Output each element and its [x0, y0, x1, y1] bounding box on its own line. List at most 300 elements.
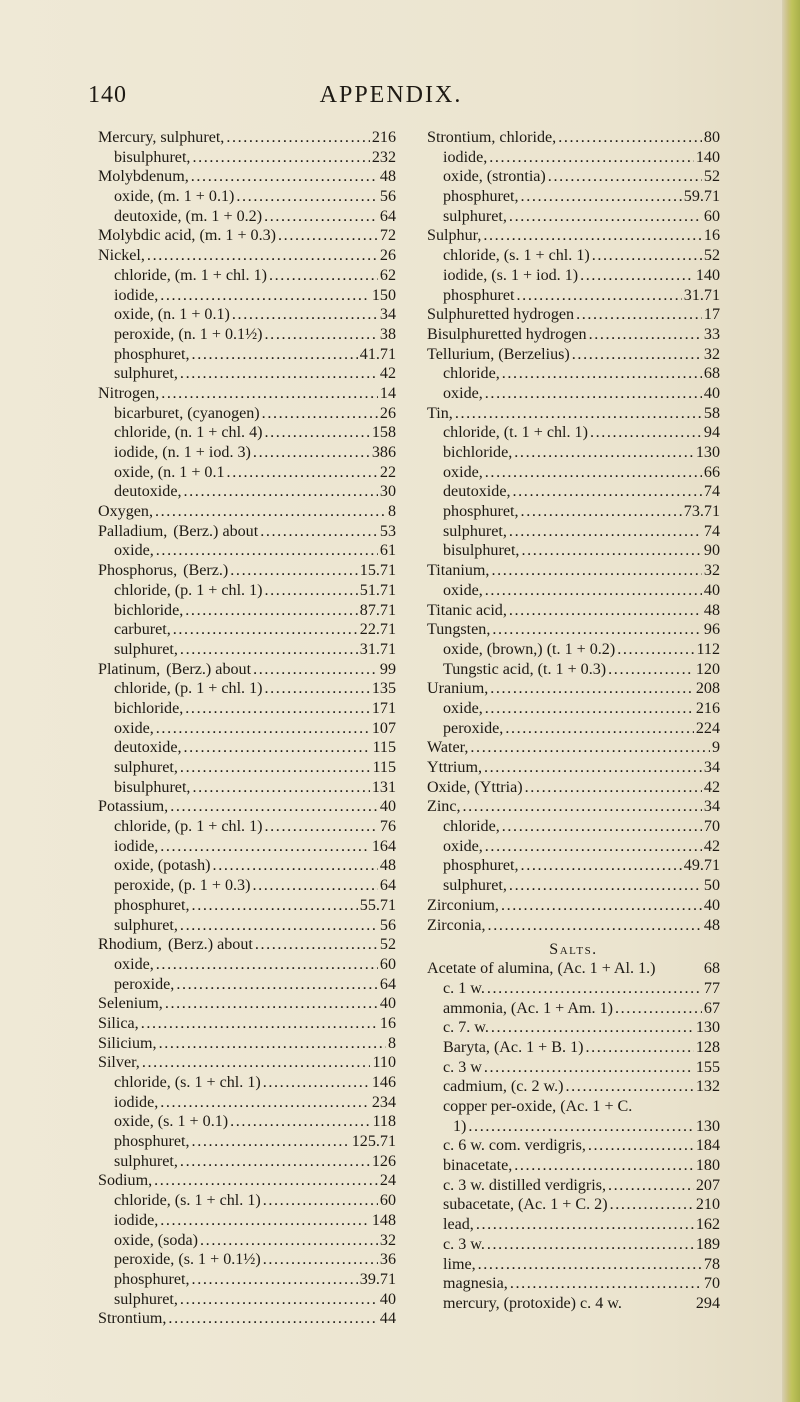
entry-label: carburet,: [114, 621, 171, 639]
entry-label: Molybdic acid, (m. 1 + 0.3): [98, 227, 277, 245]
entry-label: c. 3 w. distilled verdigris,: [443, 1176, 606, 1194]
index-entry: [98, 246, 396, 266]
dot-leader: [190, 1132, 350, 1152]
entry-number: 34: [703, 798, 720, 816]
entry-number: 386: [371, 444, 396, 461]
index-entry: [98, 345, 396, 365]
entry-label: ammonia, (Ac. 1 + Am. 1): [443, 999, 613, 1017]
entry-number: 22: [379, 463, 396, 481]
entry-number: 40: [379, 1290, 396, 1308]
index-entry: [427, 246, 720, 266]
entry-label: Zirconia,: [427, 916, 486, 934]
index-entry: [98, 640, 396, 660]
dot-leader: [519, 856, 682, 876]
index-entry: [98, 522, 396, 542]
index-entry: [98, 148, 396, 168]
entry-number: 148: [371, 1211, 396, 1229]
entry-number: 41.71: [359, 345, 396, 363]
entry-number: 150: [371, 286, 396, 304]
entry-label: Selenium,: [98, 995, 163, 1013]
entry-number: 42: [703, 778, 720, 796]
dot-leader: [578, 266, 694, 286]
entry-label: bichloride,: [443, 444, 513, 461]
dot-leader: [474, 1215, 694, 1235]
entry-label: magnesia,: [443, 1275, 508, 1293]
entry-label: chloride, (p. 1 + chl. 1): [114, 818, 263, 836]
dot-leader: [481, 226, 702, 246]
index-entry: [427, 1156, 720, 1176]
index-entry: [98, 620, 396, 640]
index-entry: [427, 1255, 720, 1275]
entry-number: 8: [387, 1034, 396, 1052]
entry-number: 107: [371, 719, 396, 737]
entry-number: 208: [695, 680, 720, 698]
entry-label: iodide,: [114, 1211, 159, 1229]
dot-leader: [145, 246, 378, 266]
entry-label: oxide,: [443, 384, 483, 402]
entry-label: subacetate, (Ac. 1 + C. 2): [443, 1196, 608, 1214]
index-entry: [98, 1132, 396, 1152]
entry-label: oxide,: [114, 955, 154, 973]
entry-number: 110: [372, 1054, 396, 1072]
entry-number: 120: [695, 660, 720, 678]
entry-label: Mercury, sulphuret,: [98, 129, 225, 146]
entry-number: 60: [379, 955, 396, 973]
dot-leader: [260, 404, 378, 424]
entry-number: 52: [703, 247, 720, 265]
entry-label: cadmium, (c. 2 w.): [443, 1078, 564, 1096]
entry-label: deutoxide, (m. 1 + 0.2): [114, 207, 263, 225]
entry-number: 210: [695, 1196, 720, 1214]
entry-number: 24: [379, 1172, 396, 1190]
index-entry: [427, 207, 720, 227]
dot-leader: [250, 876, 377, 896]
index-entry: [427, 384, 720, 404]
dot-leader: [178, 1290, 378, 1310]
entry-number: 36: [379, 1251, 396, 1269]
right-column: [427, 128, 720, 1314]
dot-leader: [182, 738, 371, 758]
index-entry: [427, 1018, 720, 1038]
entry-number: 146: [371, 1074, 396, 1091]
index-entry: [427, 1117, 720, 1137]
entry-label: peroxide,: [443, 719, 504, 737]
dot-leader: [507, 601, 702, 621]
index-entry: [427, 266, 720, 286]
entry-label: Sulphur,: [427, 227, 482, 245]
entry-note: (Berz.) about: [173, 522, 259, 540]
entry-number: 39.71: [359, 1270, 396, 1288]
dot-leader: [168, 797, 378, 817]
entry-number: 140: [695, 148, 720, 166]
index-entry: [98, 286, 396, 306]
index-entry: [427, 167, 720, 187]
index-entry: [98, 463, 396, 483]
entry-number: 31.71: [683, 286, 720, 304]
dot-leader: [263, 423, 370, 443]
dot-leader: [507, 522, 702, 542]
entry-number: 171: [371, 699, 396, 717]
entry-number: 180: [695, 1157, 720, 1175]
index-entry: [427, 1294, 720, 1314]
entry-number: 189: [695, 1235, 720, 1253]
entry-label: bisulphuret,: [443, 542, 520, 560]
index-entry: [98, 778, 396, 798]
index-entry: [427, 660, 720, 680]
entry-label: c. 3 w: [443, 1058, 482, 1076]
entry-number: 9: [711, 739, 720, 757]
dot-leader: [476, 1255, 702, 1275]
entry-label: chloride, (m. 1 + chl. 1): [114, 266, 267, 284]
dot-leader: [583, 1038, 693, 1058]
entry-number: 72: [379, 227, 396, 245]
dot-leader: [253, 935, 378, 955]
page-number: 140: [88, 82, 127, 108]
entry-label: Titanium,: [427, 562, 490, 580]
index-entry: [98, 896, 396, 916]
entry-number: 216: [695, 699, 720, 717]
index-entry: [427, 1097, 720, 1117]
dot-leader: [178, 916, 378, 936]
entry-label: mercury, (protoxide) c. 4 w.: [443, 1294, 622, 1312]
dot-leader: [174, 975, 378, 995]
entry-label: chloride, (s. 1 + chl. 1): [114, 1192, 261, 1210]
entry-label: Molybdenum,: [98, 168, 189, 186]
entry-label: Acetate of alumina, (Ac. 1 + Al. 1.): [427, 960, 656, 978]
index-entry: [98, 856, 396, 876]
entry-number: 99: [379, 660, 396, 678]
entry-label: chloride, (s. 1 + chl. 1): [114, 1074, 261, 1091]
index-entry: [427, 325, 720, 345]
dot-leader: [483, 463, 702, 483]
entry-label: Tellurium, (Berzelius): [427, 345, 570, 363]
entry-label: Oxide, (Yttria): [427, 778, 523, 796]
index-entry: [427, 404, 720, 424]
dot-leader: [483, 581, 702, 601]
entry-label: oxide,: [443, 837, 483, 855]
dot-leader: [503, 719, 694, 739]
dot-leader: [606, 1176, 694, 1196]
entry-label: Zirconium,: [427, 896, 499, 914]
entry-label: Silver,: [98, 1054, 140, 1072]
entry-number: 26: [379, 404, 396, 422]
entry-number: 234: [371, 1093, 396, 1111]
index-entry: [98, 935, 396, 955]
entry-number: 96: [703, 621, 720, 639]
dot-leader: [482, 758, 702, 778]
index-entry: [427, 1136, 720, 1156]
index-entry: [427, 502, 720, 522]
index-entry: [427, 1176, 720, 1196]
entry-number: 184: [695, 1137, 720, 1155]
entry-label: bisulphuret,: [114, 778, 191, 796]
index-entry: [98, 679, 396, 699]
entry-number: 58: [703, 404, 720, 422]
dot-leader: [139, 1014, 378, 1034]
entry-label: phosphuret,: [443, 857, 519, 875]
entry-label: sulphuret,: [114, 916, 178, 934]
entry-number: 68: [703, 960, 720, 978]
entry-number: 48: [703, 601, 720, 619]
dot-leader: [586, 1136, 694, 1156]
entry-label: peroxide, (n. 1 + 0.1½): [114, 325, 263, 343]
index-entry: [98, 404, 396, 424]
index-entry: [427, 1274, 720, 1294]
dot-leader: [183, 699, 370, 719]
entry-number: 128: [695, 1038, 720, 1056]
dot-leader: [512, 443, 694, 463]
entry-label: oxide, (brown,) (t. 1 + 0.2): [443, 640, 616, 658]
entry-label: sulphuret,: [443, 522, 507, 540]
index-entry: [98, 975, 396, 995]
entry-label: oxide, (n. 1 + 0.1: [114, 463, 225, 481]
index-entry: [427, 837, 720, 857]
entry-number: 59.71: [683, 188, 720, 206]
entry-number: 33: [703, 325, 720, 343]
dot-leader: [489, 561, 701, 581]
entry-number: 32: [703, 562, 720, 580]
index-entry: [427, 561, 720, 581]
entry-number: 32: [379, 1231, 396, 1249]
entry-label: c. 6 w. com. verdigris,: [443, 1137, 586, 1155]
entry-number: 44: [379, 1310, 396, 1328]
index-entry: [98, 1112, 396, 1132]
entry-number: 56: [379, 188, 396, 206]
dot-leader: [228, 561, 358, 581]
dot-leader: [519, 187, 682, 207]
entry-number: 38: [379, 325, 396, 343]
entry-number: 42: [703, 837, 720, 855]
index-entry: [98, 187, 396, 207]
entry-label: iodide,: [114, 1093, 159, 1111]
index-entry: [427, 148, 720, 168]
entry-number: 51.71: [359, 581, 396, 599]
dot-leader: [154, 719, 370, 739]
dot-leader: [157, 1034, 386, 1054]
entry-note: (Berz.): [183, 562, 229, 580]
entry-label: phosphuret,: [443, 188, 519, 206]
index-entry: [427, 620, 720, 640]
entry-label: iodide,: [114, 286, 159, 304]
dot-leader: [512, 1156, 694, 1176]
index-entry: [98, 817, 396, 837]
dot-leader: [258, 522, 378, 542]
entry-number: 48: [379, 857, 396, 875]
entry-number: 66: [703, 463, 720, 481]
dot-leader: [483, 837, 702, 857]
entry-label: lime,: [443, 1255, 476, 1273]
entry-number: 30: [379, 483, 396, 501]
dot-leader: [178, 364, 378, 384]
index-entry: [98, 541, 396, 561]
index-entry: [98, 738, 396, 758]
entry-label: Zinc,: [427, 798, 461, 816]
dot-leader: [608, 1195, 694, 1215]
index-entry: [427, 1195, 720, 1215]
entry-number: 140: [695, 266, 720, 284]
entry-number: 64: [379, 877, 396, 895]
dot-leader: [486, 916, 702, 936]
dot-leader: [183, 601, 358, 621]
entry-label: phosphuret,: [443, 503, 519, 521]
dot-leader: [587, 325, 702, 345]
entry-number: 68: [703, 365, 720, 383]
index-entry: [427, 482, 720, 502]
entry-label: Potassium,: [98, 798, 169, 816]
dot-leader: [224, 128, 370, 148]
index-entry: [98, 364, 396, 384]
index-entry: [98, 1152, 396, 1172]
entry-label: Platinum,: [98, 660, 161, 678]
dot-leader: [485, 979, 702, 999]
index-entry: [98, 561, 396, 581]
entry-label: iodide,: [443, 148, 488, 166]
entry-number: 112: [696, 640, 720, 658]
index-entry: [427, 128, 720, 148]
entry-number: [718, 1097, 720, 1117]
index-entry: [427, 876, 720, 896]
dot-leader: [158, 286, 370, 306]
entry-number: 76: [379, 818, 396, 836]
index-entry: [98, 1270, 396, 1290]
entry-number: 42: [379, 365, 396, 383]
index-entry: [427, 423, 720, 443]
index-entry: [98, 994, 396, 1014]
dot-leader: [234, 187, 378, 207]
entry-number: 130: [695, 1117, 720, 1135]
entry-label: peroxide, (p. 1 + 0.3): [114, 877, 251, 895]
entry-number: 90: [703, 542, 720, 560]
entry-label: bichloride,: [114, 601, 184, 619]
index-entry: [427, 601, 720, 621]
dot-leader: [613, 999, 702, 1019]
entry-label: Uranium,: [427, 680, 489, 698]
dot-leader: [546, 167, 702, 187]
dot-leader: [190, 778, 369, 798]
index-entry: [98, 601, 396, 621]
dot-leader: [178, 1152, 370, 1172]
entry-number: 40: [379, 798, 396, 816]
index-entry: [98, 325, 396, 345]
entry-number: 64: [379, 207, 396, 225]
entry-number: 32: [703, 345, 720, 363]
entry-label: bichloride,: [114, 699, 184, 717]
entry-label: oxide, (n. 1 + 0.1): [114, 306, 230, 324]
entry-label: c. 7. w.: [443, 1019, 489, 1037]
entry-label: deutoxide,: [114, 483, 182, 501]
entry-label: oxide, (s. 1 + 0.1): [114, 1113, 229, 1131]
dot-leader: [574, 305, 702, 325]
entry-label: chloride, (n. 1 + chl. 4): [114, 424, 263, 442]
entry-label: bicarburet, (cyanogen): [114, 404, 260, 422]
entry-number: 40: [703, 384, 720, 402]
entry-number: 31.71: [359, 640, 396, 658]
dot-leader: [500, 817, 702, 837]
entry-label: Palladium,: [98, 522, 168, 540]
index-entry: [427, 226, 720, 246]
entry-label: Silica,: [98, 1014, 139, 1032]
dot-leader: [488, 679, 694, 699]
entry-number: 162: [695, 1216, 720, 1234]
entry-label: iodide, (n. 1 + iod. 3): [114, 444, 251, 461]
entry-number: 70: [703, 1275, 720, 1293]
dot-leader: [158, 837, 370, 857]
index-entry: [427, 640, 720, 660]
entry-label: lead,: [443, 1216, 474, 1234]
entry-label: sulphuret,: [443, 877, 507, 895]
index-entry: [98, 1171, 396, 1191]
dot-leader: [261, 1191, 378, 1211]
dot-leader: [263, 581, 358, 601]
index-entry: [98, 1250, 396, 1270]
index-entry: [427, 817, 720, 837]
entry-number: 14: [379, 384, 396, 402]
dot-leader: [182, 482, 378, 502]
index-entry: [98, 207, 396, 227]
index-entry: [98, 797, 396, 817]
index-entry: [98, 1211, 396, 1231]
index-entry: [427, 758, 720, 778]
entry-number: 48: [703, 916, 720, 934]
entry-label: Nitrogen,: [98, 384, 160, 402]
entry-number: 16: [379, 1014, 396, 1032]
entry-number: 40: [703, 581, 720, 599]
index-entry: [427, 896, 720, 916]
dot-leader: [483, 699, 694, 719]
entry-number: 78: [703, 1255, 720, 1273]
dot-leader: [178, 758, 371, 778]
entry-label: Strontium,: [98, 1310, 167, 1328]
running-title: APPENDIX.: [319, 82, 463, 108]
entry-label: copper per-oxide, (Ac. 1 + C.: [443, 1098, 633, 1115]
entry-label: phosphuret,: [114, 345, 190, 363]
entry-label: sulphuret,: [114, 1290, 178, 1308]
entry-number: 40: [379, 995, 396, 1013]
entry-number: 67: [703, 999, 720, 1017]
dot-leader: [228, 1112, 370, 1132]
page-header: [0, 82, 782, 112]
entry-label: Yttrium,: [427, 759, 482, 776]
dot-leader: [511, 482, 702, 502]
dot-leader: [140, 1053, 371, 1073]
index-entry: [98, 758, 396, 778]
dot-leader: [519, 541, 701, 561]
index-entry: [427, 286, 720, 306]
entry-label: chloride, (t. 1 + chl. 1): [443, 424, 588, 442]
index-entry: [98, 1073, 396, 1093]
dot-leader: [178, 640, 358, 660]
dot-leader: [508, 1274, 702, 1294]
index-entry: [427, 738, 720, 758]
index-entry: [98, 916, 396, 936]
dot-leader: [519, 502, 682, 522]
entry-label: 1): [453, 1117, 467, 1135]
dot-leader: [263, 325, 378, 345]
entry-number: 70: [703, 818, 720, 836]
dot-leader: [262, 207, 378, 227]
index-entry: [427, 699, 720, 719]
dot-leader: [190, 148, 369, 168]
dot-leader: [190, 896, 358, 916]
entry-label: Sulphuretted hydrogen: [427, 306, 575, 324]
entry-label: chloride,: [443, 818, 500, 836]
dot-leader: [225, 463, 378, 483]
index-entry: [98, 1191, 396, 1211]
entry-label: oxide, (m. 1 + 0.1): [114, 188, 235, 206]
entry-label: sulphuret,: [114, 365, 178, 383]
dot-leader: [523, 778, 702, 798]
dot-leader: [466, 1117, 693, 1137]
